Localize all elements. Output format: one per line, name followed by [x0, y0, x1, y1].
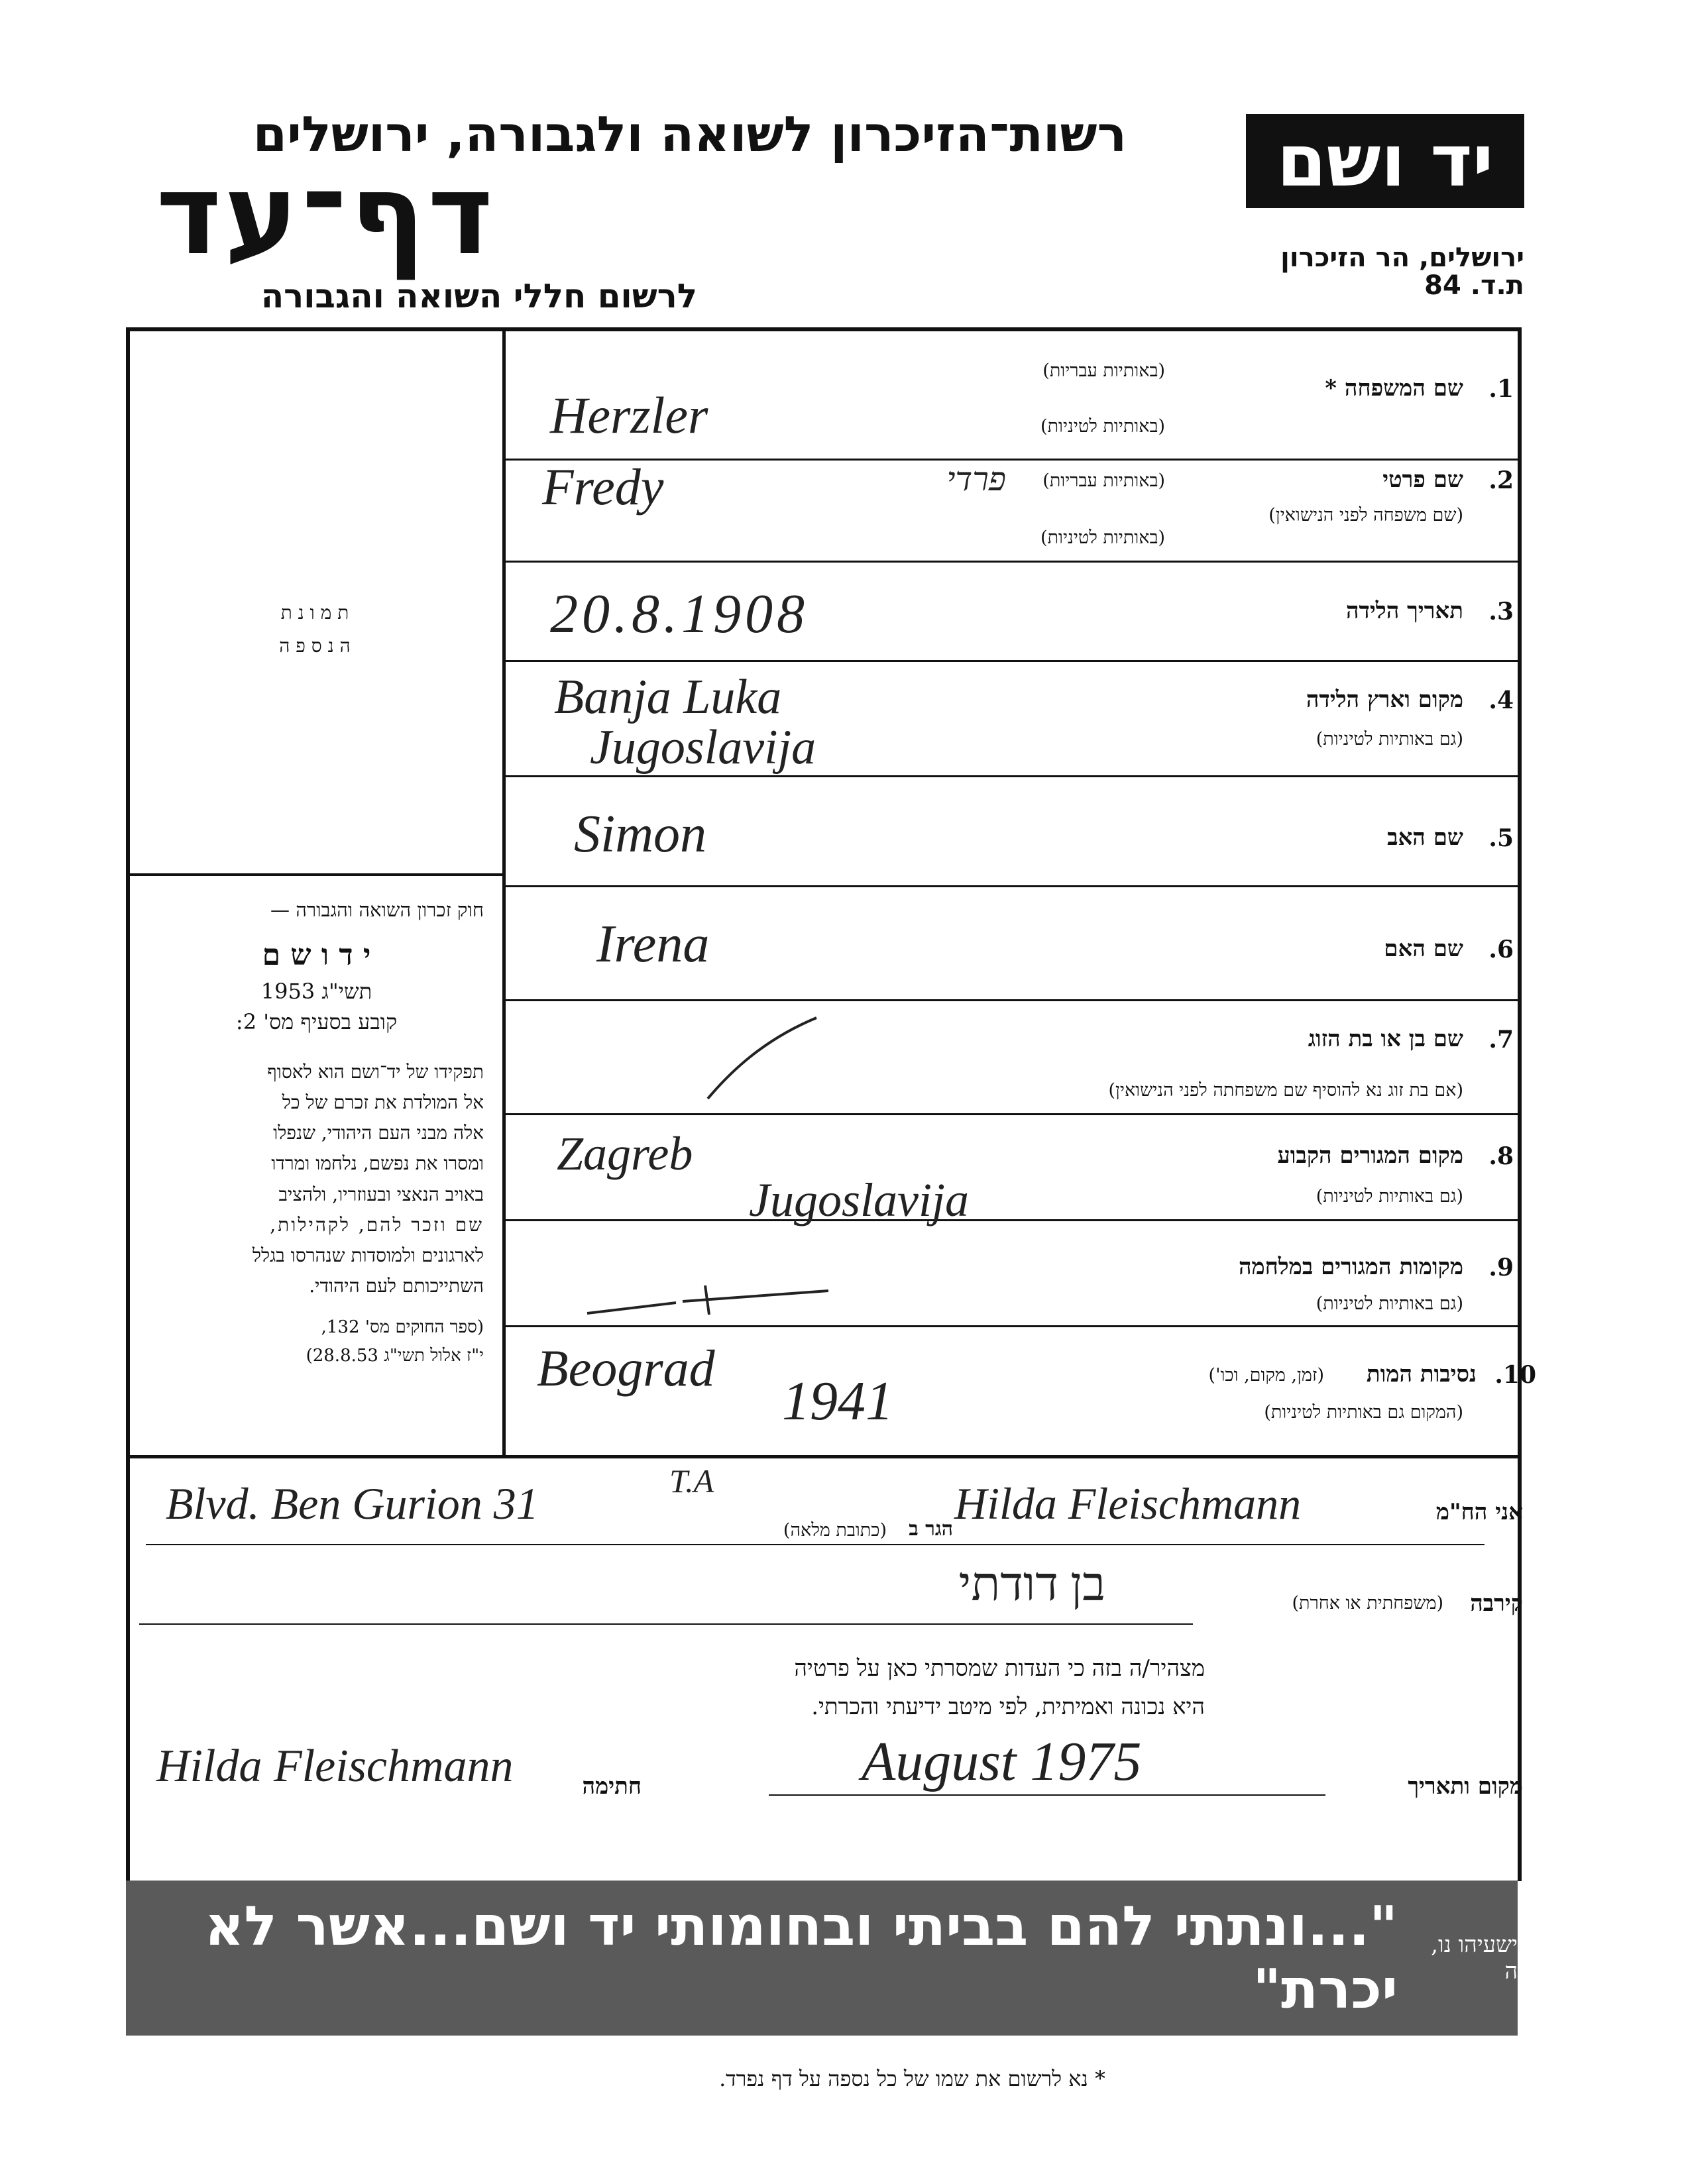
photo-label-line-2: ה נ ס פ ה — [279, 635, 351, 657]
address-line-2: ת.ד. 84 — [1424, 270, 1524, 301]
field-number: 4. — [1488, 686, 1514, 714]
field-label: שם פרטי — [1382, 466, 1463, 493]
field-number: 2. — [1488, 466, 1514, 494]
photo-label-line-1: ת מ ו נ ת — [280, 602, 349, 624]
witness-name-input[interactable]: Hilda Fleischmann — [954, 1478, 1302, 1529]
field-label: תאריך הלידה — [1345, 598, 1463, 624]
field-number: 10. — [1494, 1361, 1536, 1389]
field-hint: (באותיות לטיניות) — [1040, 527, 1165, 548]
field-value-hebrew[interactable]: פרדי — [946, 461, 1006, 498]
field-number: 3. — [1488, 598, 1514, 626]
field-label: שם המשפחה * — [1325, 375, 1463, 402]
law-line: אלה מבני העם היהודי, שנפלו — [273, 1122, 484, 1144]
law-year: תשי"ג 1953 — [260, 978, 372, 1004]
field-hint: (באותיות לטיניות) — [1040, 416, 1165, 437]
witness-iam-label: אני הח"מ — [1435, 1499, 1523, 1525]
field-number: 6. — [1488, 936, 1514, 963]
field-value-input[interactable]: 20.8.1908 — [550, 583, 809, 645]
address-underline — [146, 1544, 1485, 1545]
frame-left-border — [126, 327, 130, 1881]
page-title: דף־עד — [156, 150, 496, 280]
witness-resident-label: הגר ב — [909, 1517, 953, 1541]
signature-input[interactable]: Hilda Fleischmann — [156, 1741, 514, 1792]
relation-input[interactable]: בן דודתי — [958, 1558, 1105, 1611]
place-date-underline — [769, 1794, 1325, 1796]
field-label: מקום וארץ הלידה — [1306, 686, 1463, 713]
field-number: 5. — [1488, 824, 1514, 852]
page-subtitle: לרשום חללי השואה והגבורה — [260, 277, 697, 315]
declaration-line-1: מצהיר/ה בזה כי העדות שמסרתי כאן על פרטיה — [794, 1655, 1205, 1682]
column-divider — [502, 327, 506, 1458]
field-label: שם האב — [1387, 824, 1463, 851]
address-block — [1239, 244, 1524, 300]
field-value-input-line-2[interactable]: 1941 — [782, 1370, 893, 1432]
field-number: 7. — [1488, 1026, 1514, 1054]
law-reference: י"ז אלול תשי"ג 28.8.53) — [306, 1346, 484, 1366]
row-separator — [504, 885, 1519, 887]
relation-underline — [139, 1623, 1193, 1625]
field-sub-hint: (אם בת זוג נא להוסיף שם משפחתה לפני הנישואין) — [1108, 1080, 1463, 1101]
banner-source: ישעיהו נו, ה — [1431, 1932, 1518, 1985]
footnote: * נא לרשום את שמו של כל נספה על דף נפרד. — [719, 2066, 1105, 2091]
field-value-input[interactable]: Irena — [596, 915, 710, 973]
frame-top-border — [126, 327, 1522, 331]
address-line-1: ירושלים, הר הזיכרון — [1280, 243, 1524, 273]
witness-address-hint: (כתובת מלאה) — [783, 1520, 887, 1541]
field-hint: (באותיות עבריות) — [1042, 470, 1165, 491]
law-heading: חוק זכרון השואה והגבורה — — [270, 899, 484, 921]
signature-label: חתימה — [582, 1773, 642, 1800]
law-line: ומסרו את נפשם, נלחמו ומרדו — [271, 1152, 484, 1175]
field-value-input[interactable]: Fredy — [542, 458, 664, 516]
row-separator — [504, 1113, 1519, 1115]
field-label: שם בן או בת הזוג — [1308, 1026, 1463, 1052]
field-value-input-line-2[interactable]: Jugoslavija — [749, 1174, 969, 1227]
place-date-label: מקום ותאריך — [1408, 1773, 1523, 1800]
organization-name: רשות־הזיכרון לשואה ולגבורה, ירושלים — [252, 106, 1127, 163]
field-label: מקומות המגורים במלחמה — [1238, 1254, 1463, 1280]
field-value-input[interactable]: Herzler — [550, 386, 708, 444]
witness-address-city[interactable]: T.A — [669, 1462, 714, 1500]
banner-quote: "...ונתתי להם בביתי ובחומותי יד ושם...אשר לא יכרת" — [204, 1895, 1398, 2021]
photo-placeholder — [199, 596, 431, 663]
law-line: תפקידו של יד־ושם הוא לאסוף — [267, 1060, 484, 1083]
field-value-input[interactable]: Simon — [574, 805, 706, 863]
row-separator — [504, 1325, 1519, 1327]
relation-hint: (משפחתית או אחרת) — [1292, 1593, 1443, 1613]
field-sub-hint: (המקום גם באותיות לטיניות) — [1264, 1402, 1463, 1423]
law-clause: קובע בסעיף מס' 2: — [235, 1009, 398, 1034]
law-line: לארגונים ולמוסדות שנהרסו בגלל — [252, 1244, 484, 1266]
field-label: מקום המגורים הקבוע — [1277, 1142, 1463, 1169]
row-separator — [504, 561, 1519, 563]
field-value-input-line-2[interactable]: Jugoslavija — [590, 720, 816, 775]
law-line: אל המולדת את זכרם של כל — [282, 1091, 484, 1114]
row-separator — [504, 999, 1519, 1001]
field-sub-hint: (גם באותיות לטיניות) — [1316, 1186, 1463, 1207]
law-reference: (ספר החוקים מס' 132, — [321, 1317, 484, 1338]
row-separator — [504, 1219, 1519, 1221]
field-number: 8. — [1488, 1142, 1514, 1170]
witness-address-input[interactable]: Blvd. Ben Gurion 31 — [166, 1478, 539, 1529]
law-line: באויב הנאצי ובעוזריו, ולהציב — [278, 1183, 484, 1205]
field-number: 1. — [1488, 375, 1514, 403]
row-separator — [504, 660, 1519, 662]
field-number: 9. — [1488, 1254, 1514, 1282]
law-line: השתייכותם לעם היהודי. — [309, 1275, 484, 1297]
place-date-input[interactable]: August 1975 — [862, 1731, 1142, 1792]
field-sub-hint: (שם משפחה לפני הנישואין) — [1268, 505, 1463, 525]
dash-stroke-mark — [702, 1014, 822, 1107]
field-value-input[interactable]: Beograd — [537, 1339, 715, 1397]
field-value-input[interactable]: Zagreb — [557, 1127, 693, 1180]
dash-stroke-mark — [583, 1272, 835, 1325]
sidebar-divider — [126, 873, 504, 876]
relation-label: קירבה — [1470, 1590, 1523, 1617]
quote-banner — [126, 1881, 1518, 2036]
declaration-line-2: היא נכונה ואמיתית, לפי מיטב ידיעתי והכרתי. — [811, 1693, 1205, 1720]
field-sub-hint: (גם באותיות לטיניות) — [1316, 1293, 1463, 1314]
section-divider — [126, 1455, 1522, 1458]
field-sub-hint: (גם באותיות לטיניות) — [1316, 729, 1463, 749]
law-name: י ד ו ש ם — [262, 938, 371, 972]
field-inline-hint: (זמן, מקום, וכו') — [1208, 1365, 1324, 1386]
field-hint: (באותיות עבריות) — [1042, 360, 1165, 381]
field-label: נסיבות המות — [1366, 1361, 1477, 1388]
yad-vashem-logo: יד ושם — [1246, 114, 1524, 208]
law-text-block — [149, 895, 484, 1370]
field-label: שם האם — [1384, 936, 1463, 962]
declaration-text — [794, 1650, 1205, 1727]
field-value-input[interactable]: Banja Luka — [554, 670, 782, 724]
law-line: שם וזכר להם, לקהילות, — [270, 1213, 484, 1236]
